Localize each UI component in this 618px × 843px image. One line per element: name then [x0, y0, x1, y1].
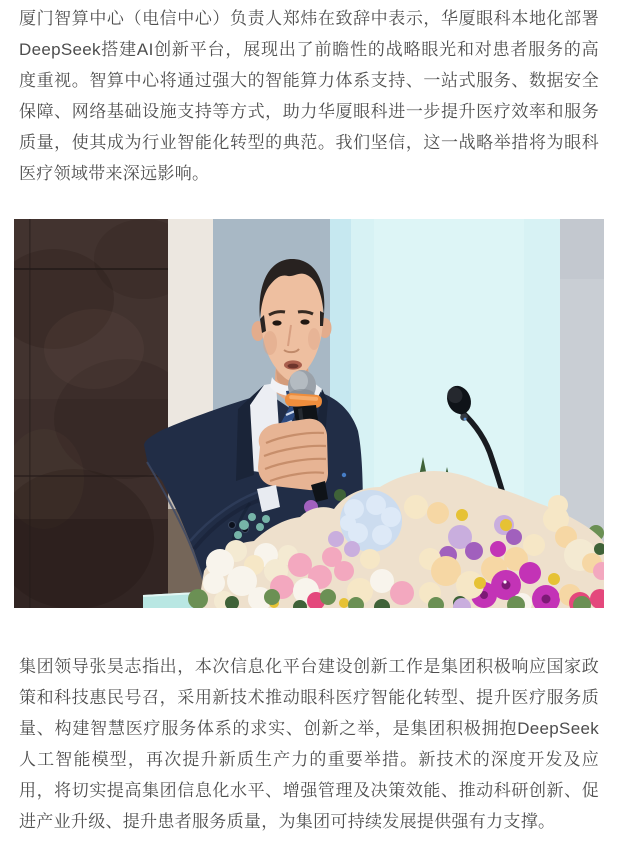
wall-seam-vertical — [29, 219, 31, 608]
left-eye — [272, 320, 281, 325]
speaker-photo-illustration — [14, 219, 604, 608]
jacket-button — [229, 522, 236, 529]
article-photo[interactable] — [14, 219, 604, 608]
article-paragraph-2: 集团领导张昊志指出，本次信息化平台建设创新工作是集团积极响应国家政策和科技惠民号召，采用新技术推动眼科医疗智能化转型、提升医疗服务质量、构建智慧医疗服务体系的求实、创新之举，是集团积极拥抱DeepSeek人工智能模型，再次提升新质生产力的重要举措。新技术的深度开发及应用，将切实提高集团信息化水平、增强管理及决策效能、推动科研创新、促进产业升级、提升患者服务质量，为集团可持续发展提供强有力支撑。 — [19, 657, 599, 831]
lapel-pin — [342, 473, 346, 477]
right-eye — [300, 319, 309, 324]
lit-wall-strip — [168, 219, 213, 429]
wall-seam-horizontal — [14, 268, 168, 270]
article-paragraph-1: 厦门智算中心（电信中心）负责人郑炜在致辞中表示，华厦眼科本地化部署DeepSeek搭建AI创新平台，展现出了前瞻性的战略眼光和对患者服务的高度重视。智算中心将通过强大的智能算力体系支持、一站式服务、数据安全保障、网络基础设施支持等方式，助力华厦眼科进一步提升医疗效率和服务质量，使其成为行业智能化转型的典范。我们坚信，这一战略举措将为眼科医疗领域带来深远影响。 — [19, 9, 599, 183]
